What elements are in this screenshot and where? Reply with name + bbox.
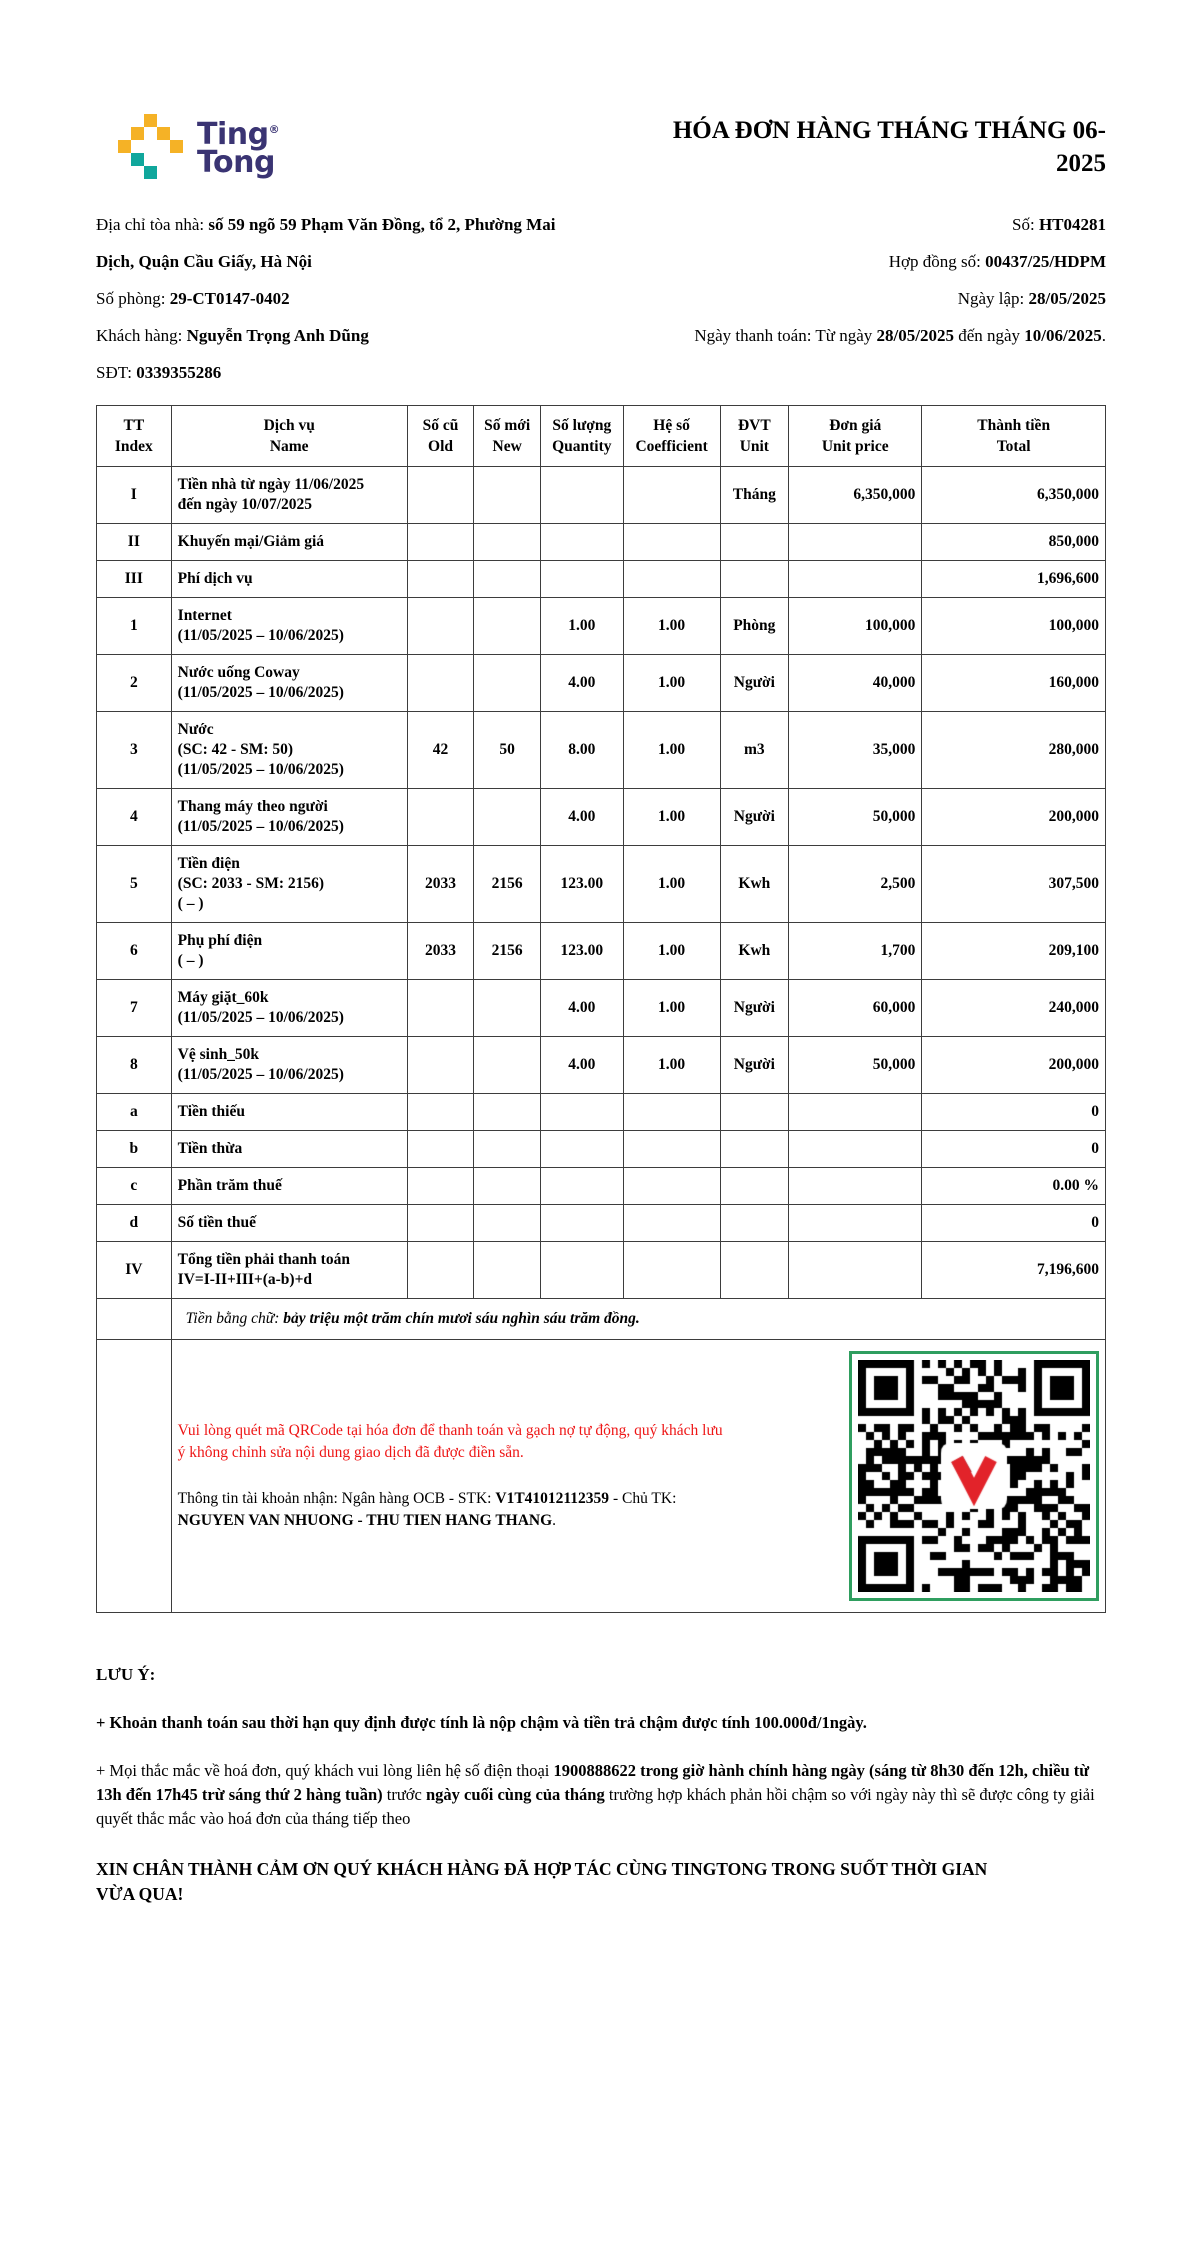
row-coefficient-cell: 1.00 bbox=[623, 598, 720, 655]
row-service-name-cell bbox=[171, 1037, 407, 1094]
table-row bbox=[97, 980, 1106, 1037]
col-header-unit-price: Đơn giá Unit price bbox=[789, 406, 922, 467]
service-name-line: ( – ) bbox=[177, 952, 204, 969]
row-service-name-cell bbox=[171, 524, 407, 561]
row-total-cell: 0.00 % bbox=[922, 1168, 1106, 1205]
service-name-line: (11/05/2025 – 10/06/2025) bbox=[177, 818, 344, 835]
row-unit-price-cell: 1,700 bbox=[789, 923, 922, 980]
row-index-cell: 1 bbox=[97, 598, 172, 655]
row-total-cell: 209,100 bbox=[922, 923, 1106, 980]
row-service-name-cell bbox=[171, 1205, 407, 1242]
row-coefficient-cell bbox=[623, 524, 720, 561]
col-header-total: Thành tiền Total bbox=[922, 406, 1106, 467]
row-service-name-cell bbox=[171, 561, 407, 598]
row-unit-price-cell bbox=[789, 1205, 922, 1242]
row-old-cell bbox=[407, 598, 474, 655]
service-name-line: (11/05/2025 – 10/06/2025) bbox=[177, 627, 344, 644]
row-quantity-cell bbox=[540, 561, 623, 598]
qr-section-cell bbox=[171, 1340, 1105, 1613]
logo-square bbox=[157, 127, 170, 140]
service-name-line: đến ngày 10/07/2025 bbox=[177, 496, 313, 513]
col-header-unit: ĐVT Unit bbox=[720, 406, 789, 467]
hotline-note: + Mọi thắc mắc về hoá đơn, quý khách vui lòng liên hệ số điện thoại 1900888622 trong giờ hành chính hàng ngày (sáng từ 8h30 đến 12h, chiều từ 13h đến 17h45 trừ sáng thứ 2 hàng tuần) trước ngày cuối cùng của tháng trường hợp khách phản hồi chậm so với ngày này thì sẽ được công ty giải quyết thắc mắc vào hoá đơn của tháng tiếp theo bbox=[96, 1761, 1095, 1828]
col-header-name: Dịch vụ Name bbox=[171, 406, 407, 467]
row-unit-cell: Người bbox=[720, 789, 789, 846]
service-name-line: Phí dịch vụ bbox=[177, 570, 253, 587]
service-name-line: Máy giặt_60k bbox=[177, 989, 269, 1006]
row-unit-price-cell: 100,000 bbox=[789, 598, 922, 655]
brand-word1: Ting bbox=[197, 117, 269, 152]
building-address-line1: Địa chỉ tòa nhà: số 59 ngõ 59 Phạm Văn Đồng, tổ 2, Phường Mai bbox=[96, 215, 556, 234]
row-unit-cell bbox=[720, 1131, 789, 1168]
invoice-info bbox=[96, 206, 1106, 391]
row-coefficient-cell bbox=[623, 1242, 720, 1299]
row-total-cell: 280,000 bbox=[922, 712, 1106, 789]
row-service-name-cell bbox=[171, 655, 407, 712]
row-quantity-cell: 4.00 bbox=[540, 655, 623, 712]
created-date: Ngày lập: 28/05/2025 bbox=[957, 289, 1106, 308]
qr-row bbox=[97, 1340, 1106, 1613]
row-service-name-cell bbox=[171, 1168, 407, 1205]
row-index-cell: 2 bbox=[97, 655, 172, 712]
row-total-cell: 0 bbox=[922, 1205, 1106, 1242]
thank-you-message: XIN CHÂN THÀNH CẢM ƠN QUÝ KHÁCH HÀNG ĐÃ HỢP TÁC CÙNG TINGTONG TRONG SUỐT THỜI GIAN VỪA QUA! bbox=[96, 1859, 988, 1904]
table-row bbox=[97, 561, 1106, 598]
row-new-cell: 2156 bbox=[474, 846, 541, 923]
row-coefficient-cell bbox=[623, 561, 720, 598]
table-row bbox=[97, 598, 1106, 655]
empty-index-cell bbox=[97, 1299, 172, 1340]
brand-word2: Tong bbox=[197, 145, 275, 180]
row-quantity-cell: 4.00 bbox=[540, 789, 623, 846]
table-row bbox=[97, 789, 1106, 846]
row-unit-cell: Người bbox=[720, 1037, 789, 1094]
row-new-cell bbox=[474, 1131, 541, 1168]
row-total-cell: 100,000 bbox=[922, 598, 1106, 655]
row-new-cell bbox=[474, 789, 541, 846]
row-quantity-cell bbox=[540, 467, 623, 524]
row-total-cell: 160,000 bbox=[922, 655, 1106, 712]
page-title-line1: HÓA ĐƠN HÀNG THÁNG THÁNG 06- bbox=[672, 117, 1106, 144]
row-service-name-cell bbox=[171, 467, 407, 524]
row-service-name-cell bbox=[171, 1094, 407, 1131]
row-unit-price-cell: 50,000 bbox=[789, 789, 922, 846]
row-index-cell: I bbox=[97, 467, 172, 524]
info-left-column bbox=[96, 206, 555, 391]
tingtong-logo bbox=[118, 114, 279, 179]
row-unit-cell bbox=[720, 561, 789, 598]
row-service-name-cell bbox=[171, 846, 407, 923]
row-total-cell: 307,500 bbox=[922, 846, 1106, 923]
row-unit-price-cell: 6,350,000 bbox=[789, 467, 922, 524]
payment-qr-code bbox=[858, 1360, 1090, 1592]
contract-number: Hợp đồng số: 00437/25/HDPM bbox=[888, 252, 1106, 271]
row-total-cell: 200,000 bbox=[922, 1037, 1106, 1094]
service-name-line: Internet bbox=[177, 607, 232, 624]
row-index-cell: 8 bbox=[97, 1037, 172, 1094]
row-coefficient-cell: 1.00 bbox=[623, 923, 720, 980]
row-old-cell bbox=[407, 1242, 474, 1299]
row-quantity-cell bbox=[540, 524, 623, 561]
table-row bbox=[97, 1094, 1106, 1131]
service-name-line: (11/05/2025 – 10/06/2025) bbox=[177, 761, 344, 778]
row-new-cell bbox=[474, 1242, 541, 1299]
qr-instructions bbox=[178, 1420, 731, 1532]
row-unit-cell: Tháng bbox=[720, 467, 789, 524]
row-old-cell: 2033 bbox=[407, 846, 474, 923]
service-name-line: Vệ sinh_50k bbox=[177, 1046, 260, 1063]
row-quantity-cell: 123.00 bbox=[540, 923, 623, 980]
row-quantity-cell: 4.00 bbox=[540, 1037, 623, 1094]
row-unit-cell: Người bbox=[720, 655, 789, 712]
row-old-cell: 2033 bbox=[407, 923, 474, 980]
row-old-cell bbox=[407, 1205, 474, 1242]
row-service-name-cell bbox=[171, 1242, 407, 1299]
table-row bbox=[97, 524, 1106, 561]
service-name-line: (11/05/2025 – 10/06/2025) bbox=[177, 684, 344, 701]
row-coefficient-cell bbox=[623, 1168, 720, 1205]
amount-in-words-value: bảy triệu một trăm chín mươi sáu nghìn sáu trăm đồng. bbox=[283, 1310, 640, 1327]
table-row bbox=[97, 1205, 1106, 1242]
customer-name: Khách hàng: Nguyễn Trọng Anh Dũng bbox=[96, 326, 369, 345]
row-unit-cell: m3 bbox=[720, 712, 789, 789]
row-total-cell: 0 bbox=[922, 1094, 1106, 1131]
row-new-cell bbox=[474, 1037, 541, 1094]
row-coefficient-cell bbox=[623, 1205, 720, 1242]
row-index-cell: 5 bbox=[97, 846, 172, 923]
bank-account-info: Thông tin tài khoản nhận: Ngân hàng OCB - STK: V1T41012112359 - Chủ TK: NGUYEN VAN NHUONG - THU TIEN HANG THANG. bbox=[177, 1490, 677, 1529]
table-row bbox=[97, 846, 1106, 923]
notes-heading: LƯU Ý: bbox=[96, 1665, 156, 1684]
col-header-old: Số cũ Old bbox=[407, 406, 474, 467]
service-name-line: Thang máy theo người bbox=[177, 798, 328, 815]
row-service-name-cell bbox=[171, 923, 407, 980]
row-old-cell bbox=[407, 980, 474, 1037]
row-quantity-cell: 123.00 bbox=[540, 846, 623, 923]
row-old-cell bbox=[407, 1094, 474, 1131]
service-name-line: Tiền nhà từ ngày 11/06/2025 bbox=[177, 476, 365, 493]
row-old-cell bbox=[407, 561, 474, 598]
row-total-cell: 0 bbox=[922, 1131, 1106, 1168]
row-coefficient-cell: 1.00 bbox=[623, 980, 720, 1037]
row-new-cell bbox=[474, 1168, 541, 1205]
row-index-cell: II bbox=[97, 524, 172, 561]
service-name-line: (11/05/2025 – 10/06/2025) bbox=[177, 1066, 344, 1083]
row-old-cell bbox=[407, 789, 474, 846]
row-quantity-cell bbox=[540, 1131, 623, 1168]
row-index-cell: 6 bbox=[97, 923, 172, 980]
col-header-new: Số mới New bbox=[474, 406, 541, 467]
row-new-cell bbox=[474, 980, 541, 1037]
service-name-line: Tiền điện bbox=[177, 855, 240, 872]
row-unit-price-cell bbox=[789, 561, 922, 598]
row-index-cell: 7 bbox=[97, 980, 172, 1037]
logo-square bbox=[144, 166, 157, 179]
row-total-cell: 200,000 bbox=[922, 789, 1106, 846]
logo-square bbox=[170, 140, 183, 153]
row-new-cell bbox=[474, 561, 541, 598]
row-new-cell: 50 bbox=[474, 712, 541, 789]
logo-square bbox=[131, 127, 144, 140]
row-old-cell: 42 bbox=[407, 712, 474, 789]
row-quantity-cell: 8.00 bbox=[540, 712, 623, 789]
row-unit-cell: Phòng bbox=[720, 598, 789, 655]
table-row bbox=[97, 467, 1106, 524]
row-coefficient-cell bbox=[623, 1131, 720, 1168]
row-old-cell bbox=[407, 1168, 474, 1205]
row-unit-price-cell bbox=[789, 1131, 922, 1168]
registered-mark: ® bbox=[268, 123, 280, 136]
row-unit-price-cell bbox=[789, 1242, 922, 1299]
row-new-cell bbox=[474, 1094, 541, 1131]
row-unit-price-cell bbox=[789, 1168, 922, 1205]
row-quantity-cell bbox=[540, 1094, 623, 1131]
building-address-line2: Dịch, Quận Cầu Giấy, Hà Nội bbox=[96, 252, 312, 271]
payment-period: Ngày thanh toán: Từ ngày 28/05/2025 đến ngày 10/06/2025. bbox=[694, 326, 1106, 345]
row-unit-cell bbox=[720, 1242, 789, 1299]
table-row bbox=[97, 655, 1106, 712]
row-coefficient-cell: 1.00 bbox=[623, 712, 720, 789]
row-unit-cell bbox=[720, 1168, 789, 1205]
row-total-cell: 1,696,600 bbox=[922, 561, 1106, 598]
service-name-line: Phần trăm thuế bbox=[177, 1177, 282, 1194]
row-quantity-cell bbox=[540, 1242, 623, 1299]
service-name-line: Tiền thiếu bbox=[177, 1103, 245, 1120]
row-index-cell: 4 bbox=[97, 789, 172, 846]
row-unit-cell bbox=[720, 524, 789, 561]
row-quantity-cell bbox=[540, 1205, 623, 1242]
row-old-cell bbox=[407, 524, 474, 561]
table-row bbox=[97, 1168, 1106, 1205]
table-row bbox=[97, 712, 1106, 789]
tingtong-wordmark bbox=[197, 116, 280, 180]
row-index-cell: d bbox=[97, 1205, 172, 1242]
service-name-line: Nước bbox=[177, 721, 214, 738]
row-unit-price-cell: 50,000 bbox=[789, 1037, 922, 1094]
service-name-line: Nước uống Coway bbox=[177, 664, 300, 681]
row-unit-price-cell bbox=[789, 524, 922, 561]
footer-notes bbox=[96, 1663, 1106, 1907]
row-new-cell bbox=[474, 1205, 541, 1242]
row-service-name-cell bbox=[171, 598, 407, 655]
row-quantity-cell: 1.00 bbox=[540, 598, 623, 655]
row-unit-cell bbox=[720, 1205, 789, 1242]
row-index-cell: IV bbox=[97, 1242, 172, 1299]
amount-in-words-row bbox=[97, 1299, 1106, 1340]
late-payment-note: + Khoản thanh toán sau thời hạn quy định được tính là nộp chậm và tiền trả chậm được tính 100.000đ/1ngày. bbox=[96, 1713, 867, 1732]
row-coefficient-cell: 1.00 bbox=[623, 789, 720, 846]
row-coefficient-cell bbox=[623, 1094, 720, 1131]
tingtong-pixel-icon bbox=[118, 114, 183, 179]
row-coefficient-cell: 1.00 bbox=[623, 846, 720, 923]
col-header-coefficient: Hệ số Coefficient bbox=[623, 406, 720, 467]
row-service-name-cell bbox=[171, 712, 407, 789]
row-index-cell: a bbox=[97, 1094, 172, 1131]
table-row bbox=[97, 1242, 1106, 1299]
row-unit-cell: Kwh bbox=[720, 923, 789, 980]
row-new-cell: 2156 bbox=[474, 923, 541, 980]
row-coefficient-cell: 1.00 bbox=[623, 1037, 720, 1094]
service-name-line: Số tiền thuế bbox=[177, 1214, 257, 1231]
row-total-cell: 6,350,000 bbox=[922, 467, 1106, 524]
row-total-cell: 240,000 bbox=[922, 980, 1106, 1037]
logo-square bbox=[131, 153, 144, 166]
row-index-cell: III bbox=[97, 561, 172, 598]
service-name-line: Tiền thừa bbox=[177, 1140, 243, 1157]
row-index-cell: c bbox=[97, 1168, 172, 1205]
qr-warning-text: Vui lòng quét mã QRCode tại hóa đơn để thanh toán và gạch nợ tự động, quý khách lưu ý không chỉnh sửa nội dung giao dịch đã được điền sẵn. bbox=[177, 1422, 723, 1461]
service-name-line: Phụ phí điện bbox=[177, 932, 263, 949]
table-row bbox=[97, 1131, 1106, 1168]
row-old-cell bbox=[407, 655, 474, 712]
row-service-name-cell bbox=[171, 789, 407, 846]
col-header-index: TT Index bbox=[97, 406, 172, 467]
amount-in-words-cell bbox=[171, 1299, 1105, 1340]
service-name-line: IV=I-II+III+(a-b)+d bbox=[177, 1271, 313, 1288]
service-name-line: ( – ) bbox=[177, 895, 204, 912]
logo-square bbox=[118, 140, 131, 153]
invoice-table bbox=[96, 405, 1106, 1613]
row-unit-cell bbox=[720, 1094, 789, 1131]
row-quantity-cell bbox=[540, 1168, 623, 1205]
row-unit-price-cell: 35,000 bbox=[789, 712, 922, 789]
empty-index-cell bbox=[97, 1340, 172, 1613]
row-coefficient-cell: 1.00 bbox=[623, 655, 720, 712]
amount-in-words-label: Tiền bằng chữ: bbox=[185, 1310, 284, 1327]
row-unit-price-cell bbox=[789, 1094, 922, 1131]
row-service-name-cell bbox=[171, 980, 407, 1037]
logo-square bbox=[144, 114, 157, 127]
table-row bbox=[97, 1037, 1106, 1094]
table-row bbox=[97, 923, 1106, 980]
row-new-cell bbox=[474, 655, 541, 712]
qr-code-frame bbox=[849, 1351, 1099, 1601]
row-old-cell bbox=[407, 1131, 474, 1168]
invoice-number: Số: HT04281 bbox=[1012, 215, 1106, 234]
service-name-line: Tổng tiền phải thanh toán bbox=[177, 1251, 350, 1268]
row-quantity-cell: 4.00 bbox=[540, 980, 623, 1037]
row-unit-cell: Kwh bbox=[720, 846, 789, 923]
service-name-line: Khuyến mại/Giảm giá bbox=[177, 533, 325, 550]
invoice-content bbox=[96, 0, 1106, 1925]
row-index-cell: 3 bbox=[97, 712, 172, 789]
row-coefficient-cell bbox=[623, 467, 720, 524]
row-old-cell bbox=[407, 467, 474, 524]
row-unit-price-cell: 60,000 bbox=[789, 980, 922, 1037]
row-old-cell bbox=[407, 1037, 474, 1094]
row-service-name-cell bbox=[171, 1131, 407, 1168]
row-total-cell: 850,000 bbox=[922, 524, 1106, 561]
row-unit-price-cell: 2,500 bbox=[789, 846, 922, 923]
room-number: Số phòng: 29-CT0147-0402 bbox=[96, 289, 290, 308]
row-new-cell bbox=[474, 467, 541, 524]
table-header-row bbox=[97, 406, 1106, 467]
row-new-cell bbox=[474, 598, 541, 655]
col-header-quantity: Số lượng Quantity bbox=[540, 406, 623, 467]
service-name-line: (11/05/2025 – 10/06/2025) bbox=[177, 1009, 344, 1026]
row-unit-cell: Người bbox=[720, 980, 789, 1037]
row-new-cell bbox=[474, 524, 541, 561]
invoice-header bbox=[96, 100, 1106, 180]
info-right-column bbox=[694, 206, 1106, 391]
customer-phone: SĐT: 0339355286 bbox=[96, 363, 222, 382]
row-unit-price-cell: 40,000 bbox=[789, 655, 922, 712]
page-title bbox=[586, 114, 1106, 180]
page-title-line2: 2025 bbox=[1056, 150, 1106, 177]
service-name-line: (SC: 2033 - SM: 2156) bbox=[177, 875, 325, 892]
service-name-line: (SC: 42 - SM: 50) bbox=[177, 741, 294, 758]
row-index-cell: b bbox=[97, 1131, 172, 1168]
row-total-cell: 7,196,600 bbox=[922, 1242, 1106, 1299]
